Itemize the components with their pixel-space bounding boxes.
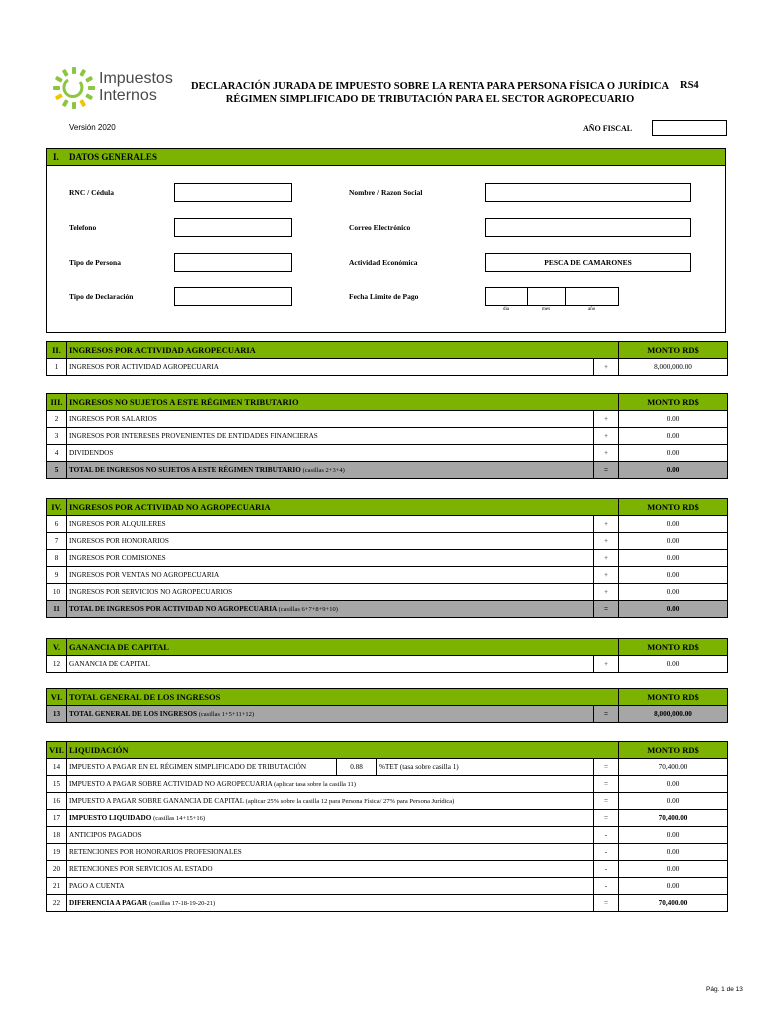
date-year-label: año [588, 307, 596, 312]
amount-cell[interactable]: 0.00 [619, 584, 728, 601]
total-amount: 0.00 [619, 462, 728, 479]
table-row: 22 DIFERENCIA A PAGAR (casillas 17-18-19-20-21) = 70,400.00 [47, 895, 728, 912]
total-row: 13 TOTAL GENERAL DE LOS INGRESOS (casillas 1+5+11+12) = 8,000,000.00 [47, 706, 728, 723]
total-amount: 0.00 [619, 601, 728, 618]
amount-cell[interactable]: 0.00 [619, 516, 728, 533]
rnc-input[interactable] [174, 183, 292, 202]
total-amount: 70,400.00 [619, 895, 728, 912]
table-row: 10 INGRESOS POR SERVICIOS NO AGROPECUARIOS + 0.00 [47, 584, 728, 601]
table-row: 14 IMPUESTO A PAGAR EN EL RÉGIMEN SIMPLIFICADO DE TRIBUTACIÓN 0.88 %TET (tasa sobre casilla 1) = 70,400.00 [47, 759, 728, 776]
table-row: 9 INGRESOS POR VENTAS NO AGROPECUARIA + 0.00 [47, 567, 728, 584]
amount-cell[interactable]: 0.00 [619, 861, 728, 878]
phone-label: Telefono [69, 223, 97, 232]
table-row: 8 INGRESOS POR COMISIONES + 0.00 [47, 550, 728, 567]
amount-cell[interactable]: 8,000,000.00 [619, 359, 728, 376]
table-row: 12 GANANCIA DE CAPITAL + 0.00 [47, 656, 728, 673]
table-row: 1 INGRESOS POR ACTIVIDAD AGROPECUARIA + 8,000,000.00 [47, 359, 728, 376]
email-input[interactable] [485, 218, 691, 237]
rnc-label: RNC / Cédula [69, 188, 115, 197]
date-month-label: mes [542, 307, 551, 312]
table-row: 3 INGRESOS POR INTERESES PROVENIENTES DE ENTIDADES FINANCIERAS + 0.00 [47, 428, 728, 445]
section-header: I. DATOS GENERALES [47, 149, 725, 166]
person-type-label: Tipo de Persona [69, 258, 121, 267]
amount-cell[interactable]: 0.00 [619, 793, 728, 810]
logo-text: Impuestos Internos [99, 70, 173, 104]
section-general-data [46, 148, 726, 333]
person-type-input[interactable] [174, 253, 292, 272]
amount-cell[interactable]: 0.00 [619, 878, 728, 895]
section-header: III. INGRESOS NO SUJETOS A ESTE RÉGIMEN TRIBUTARIO MONTO RD$ [47, 394, 728, 411]
date-day-label: dia [503, 307, 510, 312]
table-row: 7 INGRESOS POR HONORARIOS + 0.00 [47, 533, 728, 550]
section-header: VII. LIQUIDACIÓN MONTO RD$ [47, 742, 728, 759]
section-liquidation [46, 741, 728, 912]
form-title: DECLARACIÓN JURADA DE IMPUESTO SOBRE LA RENTA PARA PERSONA FÍSICA O JURÍDICA RÉGIMEN SIMPLIFICADO DE TRIBUTACIÓN PARA EL SECTOR AGROPECUARIO [190, 81, 670, 105]
fiscal-year-input[interactable] [652, 120, 727, 136]
total-row: 5 TOTAL DE INGRESOS NO SUJETOS A ESTE RÉGIMEN TRIBUTARIO (casillas 2+3+4) = 0.00 [47, 462, 728, 479]
amount-cell[interactable]: 0.00 [619, 567, 728, 584]
table-row: 6 INGRESOS POR ALQUILERES + 0.00 [47, 516, 728, 533]
amount-cell[interactable]: 0.00 [619, 776, 728, 793]
total-amount: 70,400.00 [619, 810, 728, 827]
email-label: Correo Electrónico [349, 223, 411, 232]
amount-cell[interactable]: 70,400.00 [619, 759, 728, 776]
page-number: Pág. 1 de 13 [706, 986, 743, 993]
name-input[interactable] [485, 183, 691, 202]
rate-input[interactable]: 0.88 [337, 759, 377, 776]
amount-cell[interactable]: 0.00 [619, 656, 728, 673]
amount-cell[interactable]: 0.00 [619, 428, 728, 445]
table-row: 17 IMPUESTO LIQUIDADO (casillas 14+15+16) = 70,400.00 [47, 810, 728, 827]
form-code: RS4 [680, 80, 699, 91]
table-row: 15 IMPUESTO A PAGAR SOBRE ACTIVIDAD NO AGROPECUARIA (aplicar tasa sobre la casilla 11) = 0.00 [47, 776, 728, 793]
fiscal-year-label: AÑO FISCAL [583, 124, 633, 133]
section-header: V. GANANCIA DE CAPITAL MONTO RD$ [47, 639, 728, 656]
table-row: 21 PAGO A CUENTA - 0.00 [47, 878, 728, 895]
section-non-agro-income [46, 498, 728, 618]
date-divider [527, 288, 528, 305]
amount-cell[interactable]: 0.00 [619, 550, 728, 567]
amount-cell[interactable]: 0.00 [619, 844, 728, 861]
table-row: 18 ANTICIPOS PAGADOS - 0.00 [47, 827, 728, 844]
table-row: 20 RETENCIONES POR SERVICIOS AL ESTADO - 0.00 [47, 861, 728, 878]
payment-date-label: Fecha Limite de Pago [349, 292, 419, 301]
total-amount: 8,000,000.00 [619, 706, 728, 723]
amount-cell[interactable]: 0.00 [619, 827, 728, 844]
section-non-subject-income [46, 393, 728, 479]
amount-cell[interactable]: 0.00 [619, 445, 728, 462]
section-total-income [46, 688, 728, 723]
activity-input[interactable]: PESCA DE CAMARONES [485, 253, 691, 272]
table-row: 4 DIVIDENDOS + 0.00 [47, 445, 728, 462]
version-label: Versión 2020 [69, 123, 116, 132]
table-row: 19 RETENCIONES POR HONORARIOS PROFESIONALES - 0.00 [47, 844, 728, 861]
table-row: 16 IMPUESTO A PAGAR SOBRE GANANCIA DE CAPITAL (aplicar 25% sobre la casilla 12 para Persona Física/ 27% para Persona Jurídica) = 0.00 [47, 793, 728, 810]
amount-cell[interactable]: 0.00 [619, 411, 728, 428]
declaration-type-label: Tipo de Declaración [69, 292, 134, 301]
date-divider [565, 288, 566, 305]
section-capital-gain [46, 638, 728, 673]
activity-label: Actividad Económica [349, 258, 418, 267]
declaration-type-input[interactable] [174, 287, 292, 306]
amount-cell[interactable]: 0.00 [619, 533, 728, 550]
phone-input[interactable] [174, 218, 292, 237]
section-agro-income [46, 341, 728, 376]
section-header: II. INGRESOS POR ACTIVIDAD AGROPECUARIA MONTO RD$ [47, 342, 728, 359]
section-header: VI. TOTAL GENERAL DE LOS INGRESOS MONTO RD$ [47, 689, 728, 706]
section-header: IV. INGRESOS POR ACTIVIDAD NO AGROPECUARIA MONTO RD$ [47, 499, 728, 516]
payment-date-input[interactable] [485, 287, 619, 306]
name-label: Nombre / Razon Social [349, 188, 423, 197]
total-row: 11 TOTAL DE INGRESOS POR ACTIVIDAD NO AGROPECUARIA (casillas 6+7+8+9+10) = 0.00 [47, 601, 728, 618]
table-row: 2 INGRESOS POR SALARIOS + 0.00 [47, 411, 728, 428]
dgii-logo-icon [52, 66, 96, 110]
